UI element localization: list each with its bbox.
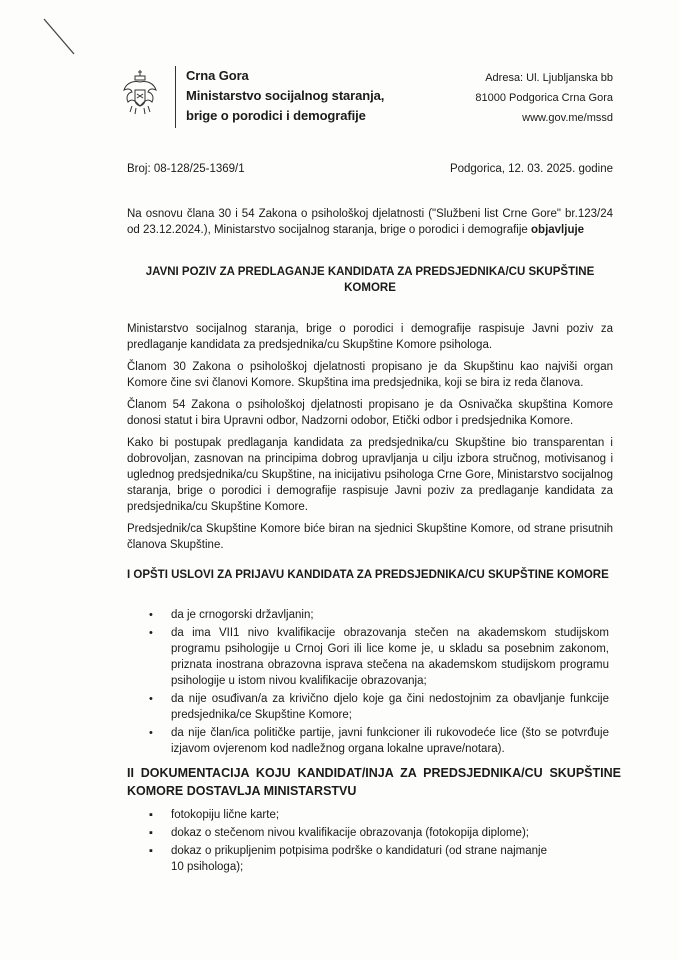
reference-number: Broj: 08-128/25-1369/1 — [127, 163, 245, 175]
bullet-icon: ▪ — [149, 827, 153, 839]
bullet-icon: ▪ — [149, 809, 153, 821]
ministry-name-line2: brige o porodici i demografije — [186, 108, 366, 123]
section1-heading: I OPŠTI USLOVI ZA PRIJAVU KANDIDATA ZA PREDSJEDNIKA/CU SKUPŠTINE KOMORE — [127, 569, 609, 581]
list-item — [127, 725, 609, 757]
list-item — [127, 691, 609, 723]
list-item-text: da nije osuđivan/a za krivično djelo koje ga čini nedostojnim za obavljanje funkcije predsjednika/ce Skupštine Komore; — [171, 693, 609, 721]
list-item-text: da je crnogorski državljanin; — [171, 609, 314, 621]
paragraph: Kako bi postupak predlaganja kandidata za predsjednika/cu Skupštine bio transparentan i dobrovoljan, zasnovan na principima dobrog upravljanja u cilju izbora stručnog, motivisanog i uglednog predsjednika/cu Skupštine, na inicijativu psihologa Crne Gore, Ministarstvo socijalnog staranja, brige o porodici i demografije raspisuje Javni poziv za predlaganje kandidata za predsjednika/cu Skupštine Komore. — [127, 437, 613, 513]
website-link[interactable]: www.gov.me/mssd — [522, 112, 613, 124]
bullet-icon: ▪ — [149, 845, 153, 857]
section2-list — [127, 807, 547, 877]
bullet-icon: • — [149, 693, 153, 705]
intro-paragraph — [127, 206, 613, 238]
address-street: Adresa: Ul. Ljubljanska bb — [485, 72, 613, 84]
list-item-text: fotokopiju lične karte; — [171, 809, 280, 821]
document-title: JAVNI POZIV ZA PREDLAGANJE KANDIDATA ZA PREDSJEDNIKA/CU SKUPŠTINE KOMORE — [145, 266, 595, 294]
list-item — [127, 807, 547, 823]
document-date: Podgorica, 12. 03. 2025. godine — [449, 163, 613, 175]
bullet-icon: • — [149, 609, 153, 621]
bullet-icon: • — [149, 627, 153, 639]
ministry-header — [186, 66, 384, 126]
address-city: 81000 Podgorica Crna Gora — [475, 92, 613, 104]
list-item — [127, 625, 609, 689]
list-item — [127, 607, 609, 623]
list-item-text: da nije član/ica političke partije, javni funkcioner ili rukovodeće lice (što se potvrđuje izjavom ovjerenom kod nadležnog organa lokalne uprave/notara). — [171, 727, 609, 755]
bullet-icon: • — [149, 727, 153, 739]
intro-bold-word: objavljuje — [531, 224, 585, 236]
section1-list — [127, 607, 609, 759]
paragraph: Predsjednik/ca Skupštine Komore biće biran na sjednici Skupštine Komore, od strane prisutnih članova Skupštine. — [127, 523, 613, 551]
body-paragraphs — [127, 321, 613, 559]
address-block — [475, 68, 613, 128]
list-item — [127, 825, 547, 841]
section2-heading: II DOKUMENTACIJA KOJU KANDIDAT/INJA ZA PREDSJEDNIKA/CU SKUPŠTINE KOMORE DOSTAVLJA MINISTARSTVU — [127, 766, 621, 798]
header-divider — [175, 66, 176, 128]
country-name: Crna Gora — [186, 68, 249, 83]
paragraph: Ministarstvo socijalnog staranja, brige o porodici i demografije raspisuje Javni poziv za predlaganje kandidata za predsjednika/cu Skupštine Komore psihologa. — [127, 323, 613, 351]
paragraph: Članom 30 Zakona o psihološkoj djelatnosti propisano je da Skupštinu kao najviši organ Komore čine svi članovi Komore. Skupština ima predsjednika, koji se bira iz reda članova. — [127, 361, 613, 389]
list-item — [127, 843, 547, 875]
list-item-text: dokaz o prikupljenim potpisima podrške o kandidaturi (od strane najmanje 10 psihologa); — [171, 845, 547, 873]
list-item-text: dokaz o stečenom nivou kvalifikacije obrazovanja (fotokopija diplome); — [171, 827, 529, 839]
intro-text: Na osnovu člana 30 i 54 Zakona o psihološkoj djelatnosti ("Službeni list Crne Gore" br.123/24 od 23.12.2024.), Ministarstvo socijalnog staranja, brige o porodici i demografije — [127, 208, 613, 236]
pen-stroke-mark — [40, 16, 80, 56]
ministry-name-line1: Ministarstvo socijalnog staranja, — [186, 88, 385, 103]
list-item-text: da ima VII1 nivo kvalifikacije obrazovanja stečen na akademskom studijskom programu psihologije u Crnoj Gori ili lice kome je, u skladu sa posebnim zakonom, priznata inostrana obrazovna isprava stečena na akademskom studijskom programu psihologije u istom nivou kvalifikacije obrazovanja; — [171, 627, 609, 687]
paragraph: Članom 54 Zakona o psihološkoj djelatnosti propisano je da Osnivačka skupština Komore donosi statut i bira Upravni odbor, Nadzorni odobor, Etički odbor i predsjednika Komore. — [127, 399, 613, 427]
coat-of-arms-icon — [122, 70, 158, 118]
